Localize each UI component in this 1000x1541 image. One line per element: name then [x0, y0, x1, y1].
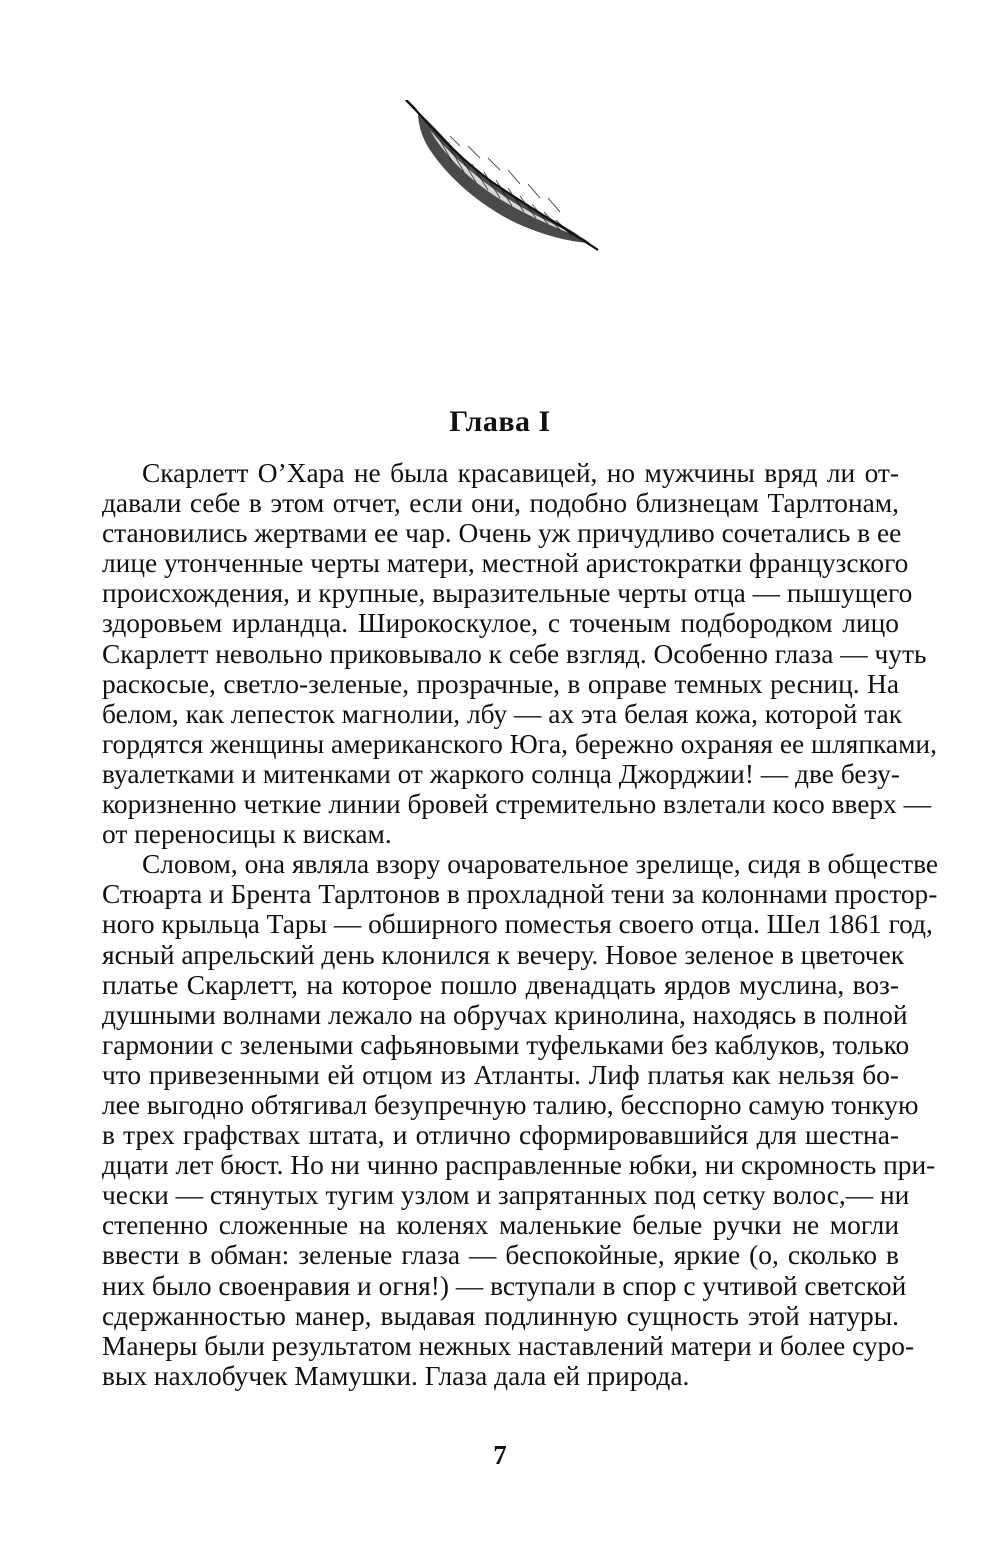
text-line: лее выгодно обтягивал безупречную талию, бесспорно самую тонкую	[102, 1089, 919, 1120]
text-line: здоровьем ирландца. Широкоскулое, с точеным подбородком лицо	[102, 608, 899, 639]
text-line: ввести в обман: зеленые глаза — беспокойные, яркие (о, сколько в	[102, 1240, 899, 1271]
feather-icon	[400, 100, 610, 260]
text-line: Стюарта и Брента Тарлтонов в прохладной тени за колоннами простор-	[102, 879, 938, 910]
text-line: коризненно четкие линии бровей стремительно взлетали косо вверх —	[102, 789, 931, 820]
text-line: чески — стянутых тугим узлом и запрятанных под сетку волос,— ни	[102, 1180, 910, 1211]
chapter-title: Глава I	[449, 405, 551, 438]
text-line: в трех графствах штата, и отлично сформировавшийся для шестна-	[102, 1120, 899, 1151]
text-line: них было своенравия и огня!) — вступали в спор с учтивой светской	[102, 1270, 907, 1301]
text-line: происхождения, и крупные, выразительные черты отца — пышущего	[102, 578, 913, 609]
text-line: степенно сложенные на коленях маленькие белые ручки не могли	[102, 1210, 899, 1241]
text-line: ясный апрельский день клонился к вечеру. Новое зеленое в цветочек	[102, 939, 905, 970]
text-line: от переносицы к вискам.	[102, 819, 392, 850]
text-line: сдержанностью манер, выдавая подлинную сущность этой натуры.	[102, 1300, 899, 1331]
text-line: Скарлетт невольно приковывало к себе взгляд. Особенно глаза — чуть	[102, 638, 927, 669]
text-line: душными волнами лежало на обручах кринолина, находясь в полной	[102, 999, 908, 1030]
paragraph-2	[102, 849, 939, 1391]
text-line: становились жертвами ее чар. Очень уж причудливо сочетались в ее	[102, 518, 902, 549]
text-line: ного крыльца Тары — обширного поместья своего отца. Шел 1861 год,	[102, 909, 933, 940]
text-line: раскосые, светло-зеленые, прозрачные, в оправе темных ресниц. На	[102, 668, 899, 699]
text-line: вуалетками и митенками от жаркого солнца Джорджии! — две безу-	[102, 758, 900, 789]
text-line: платье Скарлетт, на которое пошло двенадцать ярдов муслина, воз-	[102, 969, 899, 1000]
chapter-body	[102, 458, 939, 1391]
text-line: лице утонченные черты матери, местной аристократки французского	[102, 548, 909, 579]
page-number: 7	[493, 1440, 507, 1470]
text-line: гордятся женщины американского Юга, бережно охраняя ее шляпками,	[102, 728, 937, 759]
text-line: белом, как лепесток магнолии, лбу — ах эта белая кожа, которой так	[102, 698, 902, 729]
text-line: гармонии с зелеными сафьяновыми туфельками без каблуков, только	[102, 1029, 910, 1060]
paragraph-1	[102, 458, 937, 850]
text-line: Словом, она являла взору очаровательное зрелище, сидя в обществе	[142, 849, 939, 880]
text-line: Манеры были результатом нежных наставлений матери и более суро-	[102, 1330, 915, 1361]
text-line: вых нахлобучек Мамушки. Глаза дала ей природа.	[102, 1360, 690, 1391]
text-line: дцати лет бюст. Но ни чинно расправленные юбки, ни скромность при-	[102, 1150, 936, 1181]
text-line: давали себе в этом отчет, если они, подобно близнецам Тарлтонам,	[102, 488, 899, 519]
text-line: Скарлетт О’Хара не была красавицей, но мужчины вряд ли от-	[142, 458, 899, 488]
text-line: что привезенными ей отцом из Атланты. Лиф платья как нельзя бо-	[102, 1059, 899, 1090]
